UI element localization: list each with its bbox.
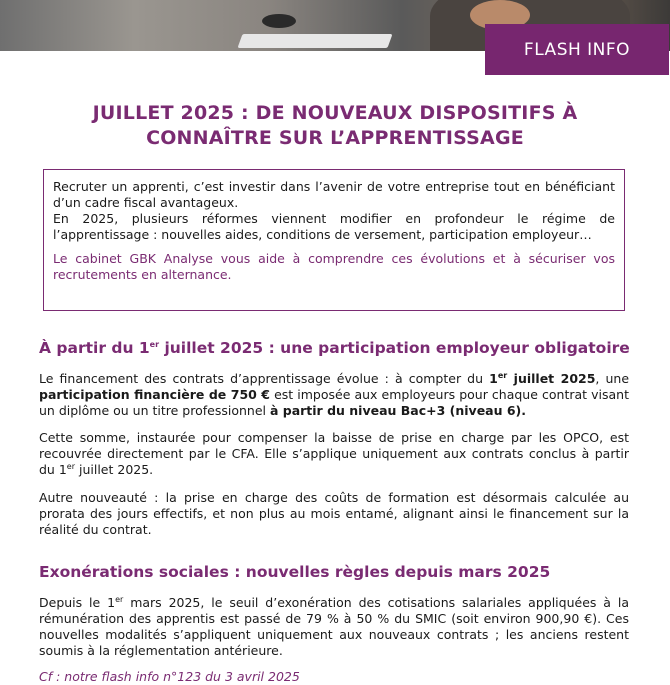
intro-paragraph-2: En 2025, plusieurs réformes viennent modifier en profondeur le régime de l’apprentissage : nouvelles aides, conditions de versement, participation employeur… <box>53 211 615 242</box>
section-2-paragraph-1: Depuis le 1er mars 2025, le seuil d’exonération des cotisations salariales appliquées à la rémunération des apprentis est passé de 79 % à 50 % du SMIC (soit environ 900,90 €). Ces nouvelles modalités s’appliquent uniquement aux nouveaux contrats ; les anciens restent soumis à la réglementation antérieure. <box>39 594 629 658</box>
photo-mouse-shape <box>262 14 296 28</box>
section-1-paragraph-2: Cette somme, instaurée pour compenser la baisse de prise en charge par les OPCO, est recouvrée directement par le CFA. Elle s’applique uniquement aux contrats conclus à partir du 1er juillet 2025. <box>39 430 629 477</box>
flash-info-badge: FLASH INFO <box>485 24 669 75</box>
intro-paragraph-3: Le cabinet GBK Analyse vous aide à comprendre ces évolutions et à sécuriser vos recrutements en alternance. <box>53 251 615 282</box>
section-1-heading: À partir du 1er juillet 2025 : une participation employeur obligatoire <box>39 339 630 357</box>
reference-link[interactable]: Cf : notre flash info n°123 du 3 avril 2025 <box>39 669 300 684</box>
intro-box <box>43 169 625 311</box>
photo-keyboard-shape <box>237 34 392 48</box>
section-1-paragraph-1: Le financement des contrats d’apprentissage évolue : à compter du 1er juillet 2025, une participation financière de 750 € est imposée aux employeurs pour chaque contrat visant un diplôme ou un titre professionnel à partir du niveau Bac+3 (niveau 6). <box>39 370 630 418</box>
section-2-heading: Exonérations sociales : nouvelles règles depuis mars 2025 <box>39 563 551 581</box>
page-title: JUILLET 2025 : DE NOUVEAUX DISPOSITIFS À CONNAÎTRE SUR L’APPRENTISSAGE <box>92 102 578 149</box>
section-1-paragraph-3: Autre nouveauté : la prise en charge des coûts de formation est désormais calculée au prorata des jours effectifs, et non plus au mois entamé, alignant ainsi le financement sur la réalité du contrat. <box>39 490 629 537</box>
intro-paragraph-1: Recruter un apprenti, c’est investir dans l’avenir de votre entreprise tout en bénéficiant d’un cadre fiscal avantageux. <box>53 179 615 210</box>
